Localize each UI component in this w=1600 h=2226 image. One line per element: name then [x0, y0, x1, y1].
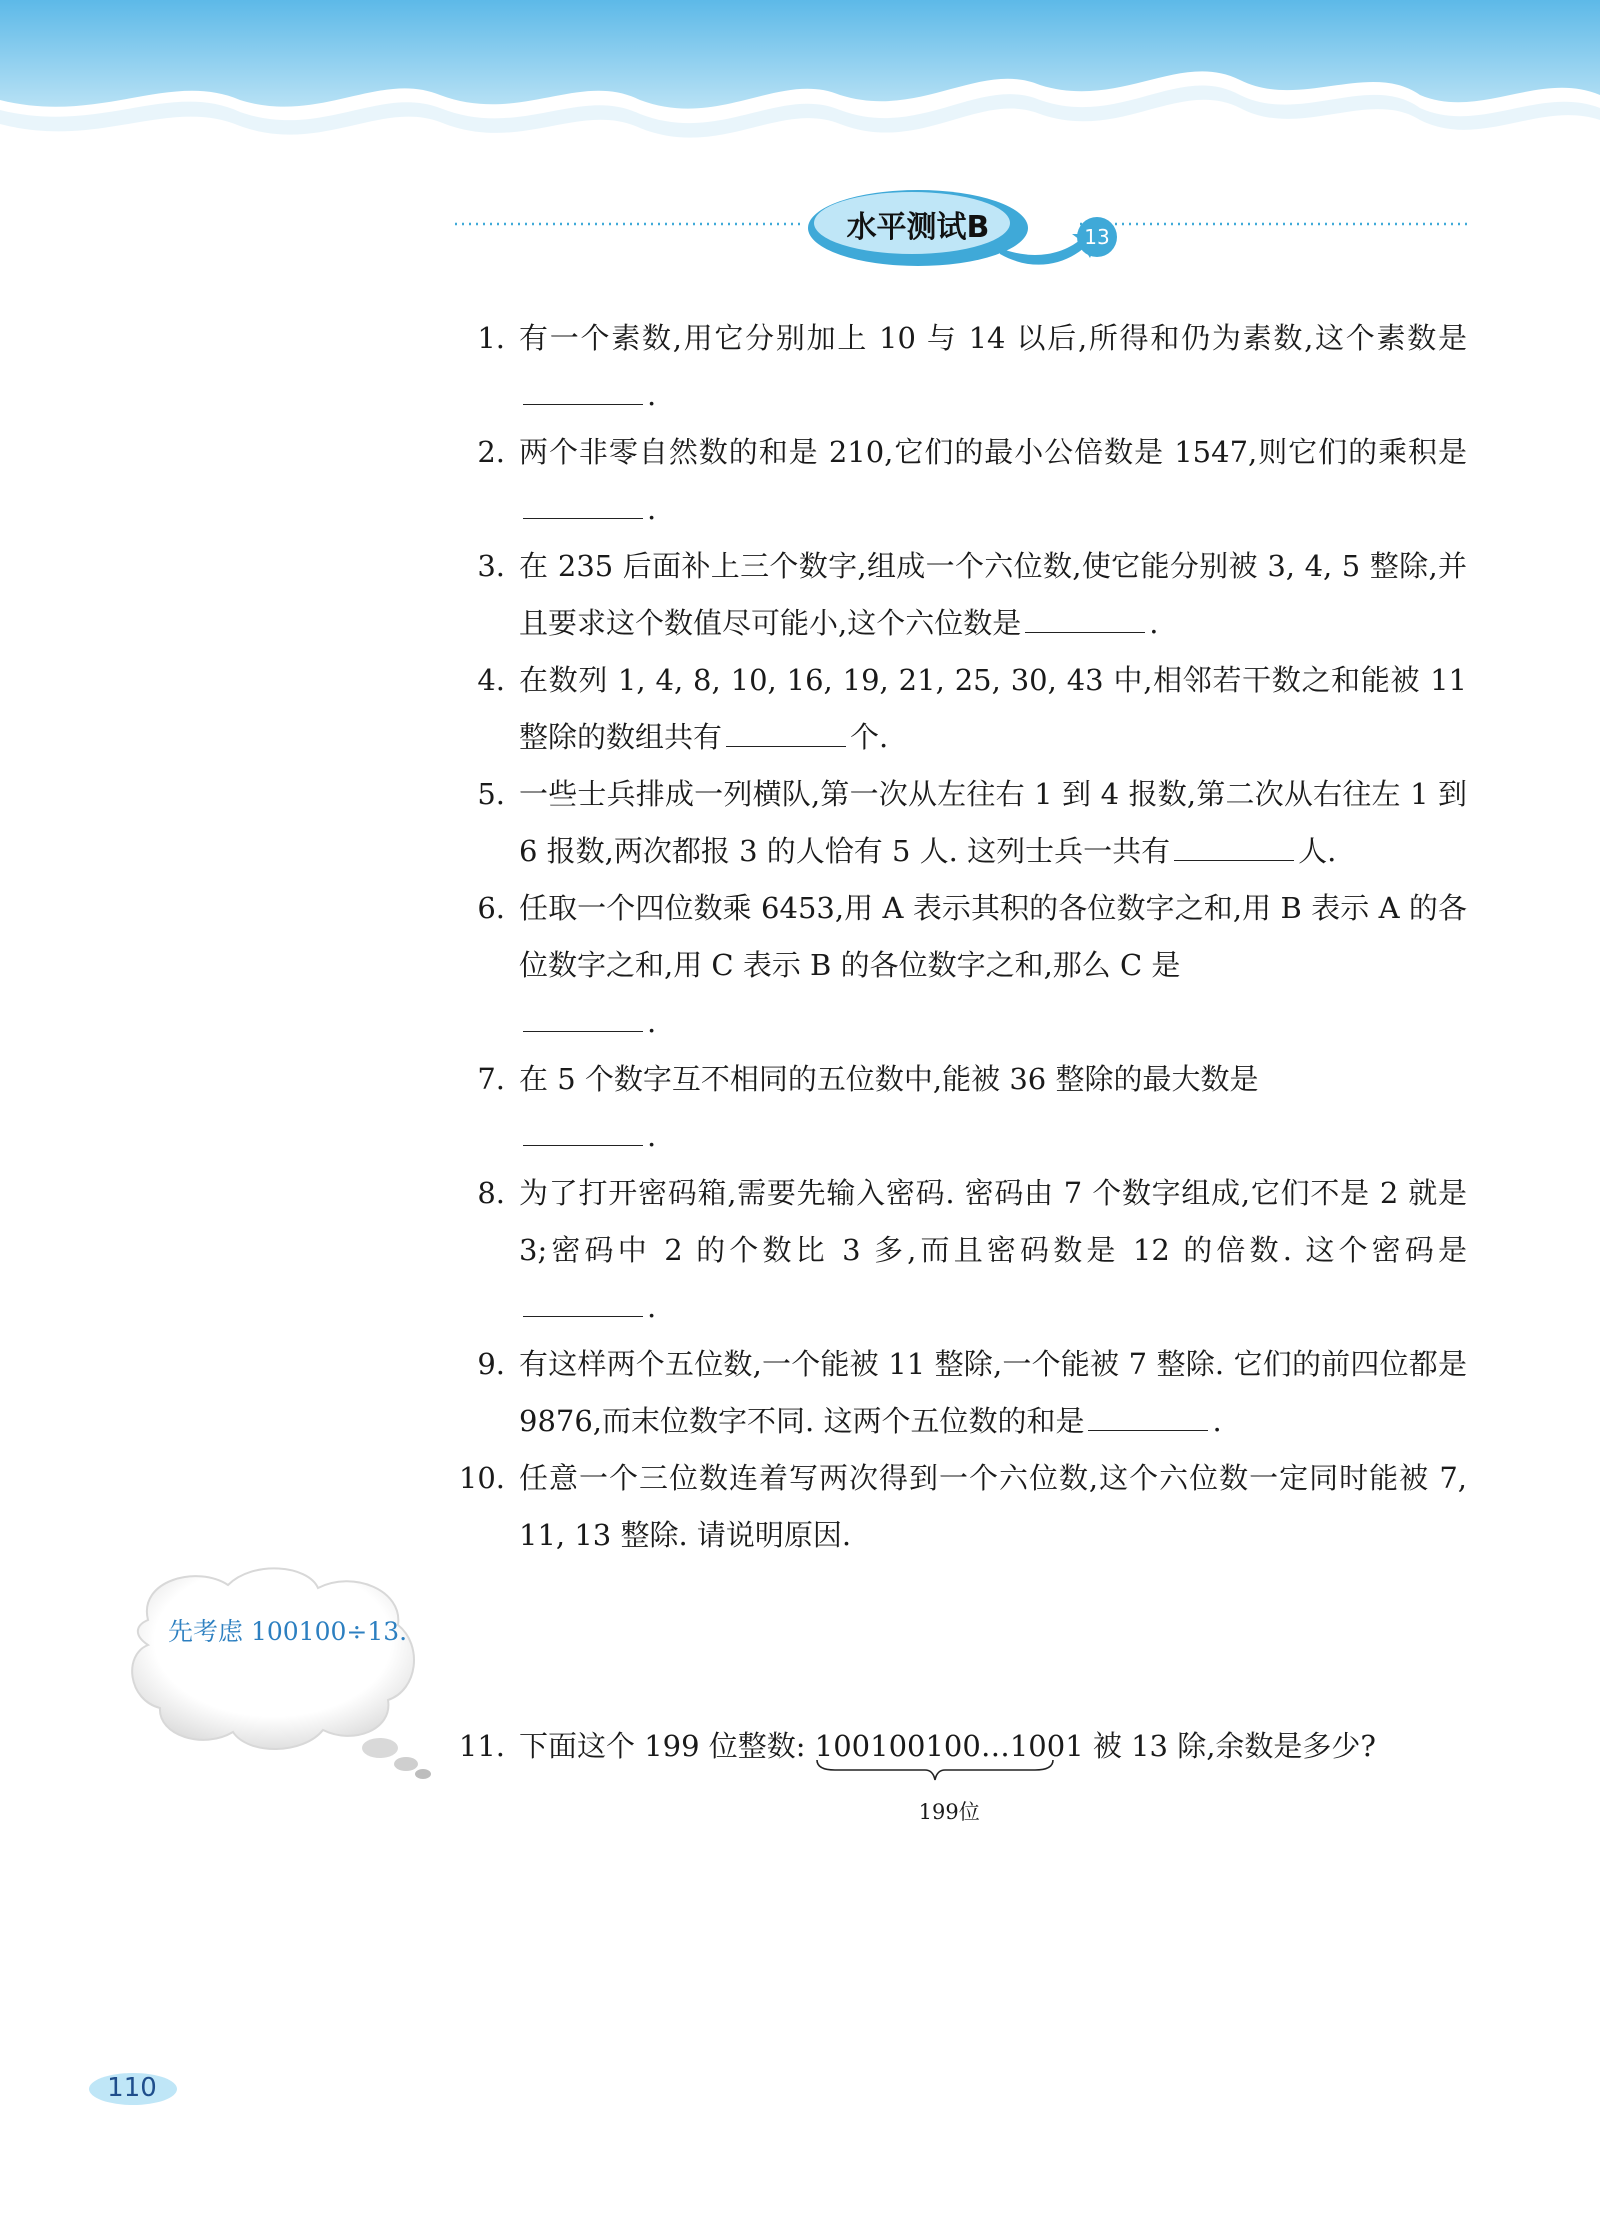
- problem-text: [519, 1051, 1467, 1165]
- answer-blank[interactable]: [523, 492, 643, 519]
- problem-suffix: .: [647, 378, 657, 412]
- problem-suffix: 人.: [1298, 834, 1337, 868]
- answer-blank[interactable]: [523, 1119, 643, 1146]
- problem-suffix: .: [647, 492, 657, 526]
- title-banner-graphic: [0, 180, 1600, 280]
- problem-number: 9.: [477, 1347, 505, 1381]
- problem-text: [519, 1718, 1376, 1824]
- problem-statement: 在 5 个数字互不相同的五位数中,能被 36 整除的最大数是: [519, 1062, 1259, 1096]
- problem-item: [455, 766, 1467, 880]
- problem-item: [455, 652, 1467, 766]
- hint-thought-cloud: [118, 1560, 438, 1780]
- problem-item: [455, 1165, 1467, 1336]
- problem-number: 7.: [477, 1062, 505, 1096]
- chapter-number-badge: 13: [1084, 225, 1110, 249]
- answer-blank[interactable]: [523, 378, 643, 405]
- problem-statement: 任取一个四位数乘 6453,用 A 表示其积的各位数字之和,用 B 表示 A 的各位数字之和,用 C 表示 B 的各位数字之和,那么 C 是: [519, 891, 1467, 982]
- problem-statement: 下面这个 199 位整数:: [519, 1729, 806, 1763]
- problem-statement: 一些士兵排成一列横队,第一次从左往右 1 到 4 报数,第二次从右往左 1 到 6 报数,两次都报 3 的人恰有 5 人. 这列士兵一共有: [519, 777, 1467, 868]
- problem-statement: 在数列 1, 4, 8, 10, 16, 19, 21, 25, 30, 43 中,相邻若干数之和能被 11 整除的数组共有: [519, 663, 1467, 754]
- problem-statement: 有这样两个五位数,一个能被 11 整除,一个能被 7 整除. 它们的前四位都是 9876,而末位数字不同. 这两个五位数的和是: [519, 1347, 1467, 1438]
- problem-number: 10.: [458, 1461, 505, 1495]
- problem-text: [519, 1336, 1467, 1450]
- answer-blank[interactable]: [726, 720, 846, 747]
- problem-item: [455, 310, 1467, 424]
- section-header: [0, 180, 1600, 280]
- problem-text: [519, 424, 1467, 538]
- problem-statement: 两个非零自然数的和是 210,它们的最小公倍数是 1547,则它们的乘积是: [519, 435, 1467, 469]
- problem-item: [455, 424, 1467, 538]
- problem-text: [519, 538, 1467, 652]
- answer-blank[interactable]: [523, 1290, 643, 1317]
- problem-number: 4.: [477, 663, 505, 697]
- problem-item: [455, 538, 1467, 652]
- answer-blank[interactable]: [1025, 606, 1145, 633]
- problem-suffix: .: [647, 1119, 657, 1153]
- problem-item: [455, 880, 1467, 1051]
- problem-suffix: 被 13 除,余数是多少?: [1092, 1729, 1376, 1763]
- problem-text: [519, 1165, 1467, 1336]
- hint-text: 先考虑 100100÷13.: [168, 1617, 408, 1646]
- problem-11: [455, 1718, 1467, 1824]
- section-title: 水平测试B: [846, 210, 990, 245]
- sky-cloud-banner: [0, 0, 1600, 190]
- problem-text: [519, 880, 1467, 1051]
- problem-number: 3.: [477, 549, 505, 583]
- answer-blank[interactable]: [523, 1005, 643, 1032]
- problem-item: [455, 1336, 1467, 1450]
- page-number: 110: [107, 2073, 157, 2103]
- answer-blank[interactable]: [1088, 1404, 1208, 1431]
- problem-number: 1.: [477, 321, 505, 355]
- problem-number: 11.: [458, 1729, 505, 1763]
- braced-number: [814, 1718, 1084, 1824]
- problem-suffix: 个.: [850, 720, 889, 754]
- problem-item: [455, 1051, 1467, 1165]
- problem-suffix: .: [647, 1005, 657, 1039]
- problem-number: 6.: [477, 891, 505, 925]
- problem-text: [519, 652, 1467, 766]
- problem-suffix: .: [647, 1290, 657, 1324]
- long-integer: 100100100…1001: [814, 1729, 1084, 1763]
- problem-text: [519, 1450, 1467, 1564]
- answer-blank[interactable]: [1174, 834, 1294, 861]
- problem-text: [519, 310, 1467, 424]
- problem-item: [455, 1450, 1467, 1564]
- problem-statement: 任意一个三位数连着写两次得到一个六位数,这个六位数一定同时能被 7, 11, 13 整除. 请说明原因.: [519, 1461, 1467, 1552]
- problem-suffix: .: [1212, 1404, 1222, 1438]
- problem-statement: 在 235 后面补上三个数字,组成一个六位数,使它能分别被 3, 4, 5 整除,并且要求这个数值尽可能小,这个六位数是: [519, 549, 1467, 640]
- problem-text: [519, 766, 1467, 880]
- problem-number: 5.: [477, 777, 505, 811]
- problem-suffix: .: [1149, 606, 1159, 640]
- problem-number: 2.: [477, 435, 505, 469]
- problem-number: 8.: [477, 1176, 505, 1210]
- problem-statement: 为了打开密码箱,需要先输入密码. 密码由 7 个数字组成,它们不是 2 就是 3;密码中 2 的个数比 3 多,而且密码数是 12 的倍数. 这个密码是: [519, 1176, 1467, 1267]
- problem-list: [455, 310, 1467, 1564]
- brace-label: 199位: [918, 1800, 980, 1824]
- problem-statement: 有一个素数,用它分别加上 10 与 14 以后,所得和仍为素数,这个素数是: [519, 321, 1467, 355]
- underbrace-icon: [815, 1758, 1055, 1782]
